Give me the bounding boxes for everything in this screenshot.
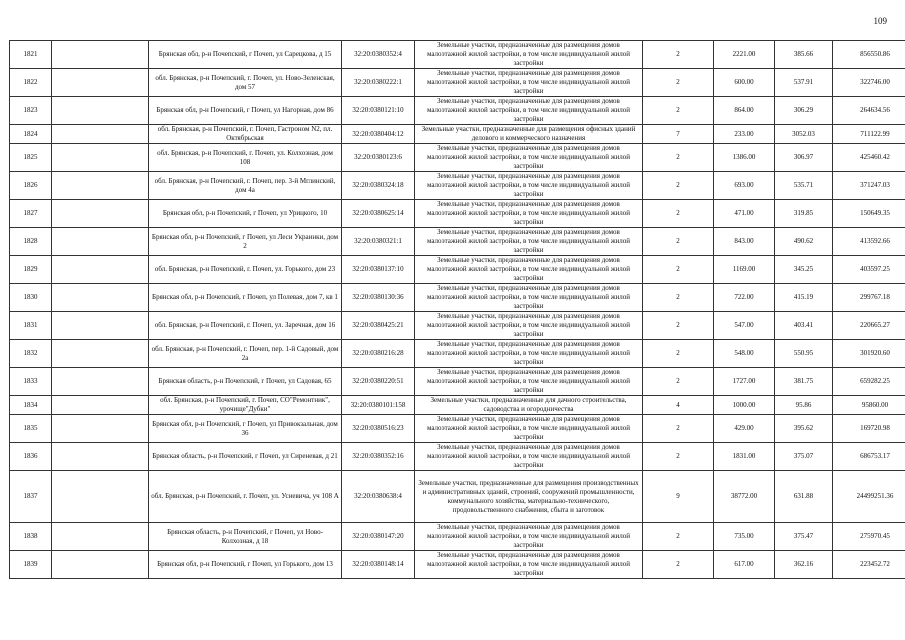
address-cell: обл. Брянская, р-н Почепский, г. Почеп, Гастроном N2, пл. Октябрьская xyxy=(149,125,342,144)
specific-value-cell: 362.16 xyxy=(775,551,833,579)
table-row xyxy=(10,97,905,125)
specific-value-cell: 385.66 xyxy=(775,41,833,69)
specific-value-cell: 3052.03 xyxy=(775,125,833,144)
land-use-cell: Земельные участки, предназначенные для размещения домов малоэтажной жилой застройки, в том числе индивидуальной жилой застройки xyxy=(415,41,643,69)
table-row xyxy=(10,443,905,471)
cadastral-value-cell: 150649.35 xyxy=(833,200,905,228)
empty-cell xyxy=(52,172,149,200)
address-cell: Брянская область, р-н Почепский, г Почеп, ул Сиреневая, д 21 xyxy=(149,443,342,471)
specific-value-cell: 550.95 xyxy=(775,340,833,368)
empty-cell xyxy=(52,41,149,69)
cadastral-number-cell: 32:20:0380352:16 xyxy=(342,443,415,471)
specific-value-cell: 306.97 xyxy=(775,144,833,172)
specific-value-cell: 415.19 xyxy=(775,284,833,312)
cadastral-value-cell: 403597.25 xyxy=(833,256,905,284)
empty-cell xyxy=(52,144,149,172)
cadastral-value-cell: 95860.00 xyxy=(833,396,905,415)
cadastral-number-cell: 32:20:0380121:10 xyxy=(342,97,415,125)
land-use-cell: Земельные участки, предназначенные для размещения домов малоэтажной жилой застройки, в том числе индивидуальной жилой застройки xyxy=(415,200,643,228)
group-cell: 2 xyxy=(643,200,714,228)
address-cell: Брянская обл, р-н Почепский, г Почеп, ул Горького, дом 13 xyxy=(149,551,342,579)
row-number-cell: 1837 xyxy=(10,471,52,523)
cadastral-number-cell: 32:20:0380222:1 xyxy=(342,69,415,97)
row-number-cell: 1826 xyxy=(10,172,52,200)
empty-cell xyxy=(52,368,149,396)
cadastral-value-cell: 169720.98 xyxy=(833,415,905,443)
row-number-cell: 1833 xyxy=(10,368,52,396)
area-cell: 548.00 xyxy=(714,340,775,368)
address-cell: Брянская обл, р-н Почепский, г Почеп, ул Урицкого, 10 xyxy=(149,200,342,228)
area-cell: 38772.00 xyxy=(714,471,775,523)
empty-cell xyxy=(52,523,149,551)
empty-cell xyxy=(52,415,149,443)
group-cell: 2 xyxy=(643,368,714,396)
empty-cell xyxy=(52,97,149,125)
group-cell: 2 xyxy=(643,415,714,443)
land-use-cell: Земельные участки, предназначенные для размещения домов малоэтажной жилой застройки, в том числе индивидуальной жилой застройки xyxy=(415,415,643,443)
cadastral-value-cell: 24499251.36 xyxy=(833,471,905,523)
area-cell: 600.00 xyxy=(714,69,775,97)
row-number-cell: 1834 xyxy=(10,396,52,415)
address-cell: Брянская обл, р-н Почепский, г Почеп, ул Нагорная, дом 86 xyxy=(149,97,342,125)
table-row xyxy=(10,69,905,97)
group-cell: 2 xyxy=(643,256,714,284)
row-number-cell: 1832 xyxy=(10,340,52,368)
table-row xyxy=(10,340,905,368)
cadastral-number-cell: 32:20:0380148:14 xyxy=(342,551,415,579)
area-cell: 1727.00 xyxy=(714,368,775,396)
land-use-cell: Земельные участки, предназначенные для размещения домов малоэтажной жилой застройки, в том числе индивидуальной жилой застройки xyxy=(415,443,643,471)
address-cell: Брянская обл, р-н Почепский, г Почеп, ул Сарецкова, д 15 xyxy=(149,41,342,69)
land-use-cell: Земельные участки, предназначенные для дачного строительства, садоводства и огородничества xyxy=(415,396,643,415)
empty-cell xyxy=(52,312,149,340)
cadastral-value-cell: 275970.45 xyxy=(833,523,905,551)
land-use-cell: Земельные участки, предназначенные для размещения домов малоэтажной жилой застройки, в том числе индивидуальной жилой застройки xyxy=(415,312,643,340)
empty-cell xyxy=(52,443,149,471)
area-cell: 843.00 xyxy=(714,228,775,256)
address-cell: Брянская область, р-н Почепский, г Почеп, ул Ново-Колхозная, д 18 xyxy=(149,523,342,551)
address-cell: обл. Брянская, р-н Почепский, г. Почеп, пер. 3-й Мглинский, дом 4а xyxy=(149,172,342,200)
specific-value-cell: 306.29 xyxy=(775,97,833,125)
cadastral-number-cell: 32:20:0380220:51 xyxy=(342,368,415,396)
table-row xyxy=(10,396,905,415)
address-cell: Брянская область, р-н Почепский, г Почеп, ул Садовая, 65 xyxy=(149,368,342,396)
specific-value-cell: 381.75 xyxy=(775,368,833,396)
group-cell: 2 xyxy=(643,551,714,579)
land-use-cell: Земельные участки, предназначенные для размещения домов малоэтажной жилой застройки, в том числе индивидуальной жилой застройки xyxy=(415,551,643,579)
group-cell: 2 xyxy=(643,340,714,368)
group-cell: 2 xyxy=(643,97,714,125)
cadastral-value-cell: 299767.18 xyxy=(833,284,905,312)
row-number-cell: 1821 xyxy=(10,41,52,69)
row-number-cell: 1831 xyxy=(10,312,52,340)
empty-cell xyxy=(52,340,149,368)
row-number-cell: 1823 xyxy=(10,97,52,125)
address-cell: Брянская обл, р-н Почепский, г Почеп, ул Леси Украинки, дом 2 xyxy=(149,228,342,256)
row-number-cell: 1825 xyxy=(10,144,52,172)
land-use-cell: Земельные участки, предназначенные для размещения домов малоэтажной жилой застройки, в том числе индивидуальной жилой застройки xyxy=(415,340,643,368)
specific-value-cell: 537.91 xyxy=(775,69,833,97)
cadastral-value-cell: 413592.66 xyxy=(833,228,905,256)
area-cell: 1831.00 xyxy=(714,443,775,471)
cadastral-number-cell: 32:20:0380638:4 xyxy=(342,471,415,523)
area-cell: 1386.00 xyxy=(714,144,775,172)
empty-cell xyxy=(52,256,149,284)
cadastral-number-cell: 32:20:0380101:158 xyxy=(342,396,415,415)
specific-value-cell: 319.85 xyxy=(775,200,833,228)
group-cell: 4 xyxy=(643,396,714,415)
cadastral-number-cell: 32:20:0380324:18 xyxy=(342,172,415,200)
group-cell: 2 xyxy=(643,69,714,97)
table-row xyxy=(10,172,905,200)
cadastral-value-cell: 659282.25 xyxy=(833,368,905,396)
empty-cell xyxy=(52,200,149,228)
table-row xyxy=(10,228,905,256)
table-row xyxy=(10,200,905,228)
empty-cell xyxy=(52,228,149,256)
group-cell: 2 xyxy=(643,284,714,312)
table-row xyxy=(10,368,905,396)
area-cell: 722.00 xyxy=(714,284,775,312)
address-cell: обл. Брянская, р-н Почепский, г. Почеп, ул. Колхозная, дом 108 xyxy=(149,144,342,172)
row-number-cell: 1830 xyxy=(10,284,52,312)
cadastral-value-cell: 322746.00 xyxy=(833,69,905,97)
area-cell: 735.00 xyxy=(714,523,775,551)
specific-value-cell: 535.71 xyxy=(775,172,833,200)
cadastral-value-cell: 856550.86 xyxy=(833,41,905,69)
area-cell: 693.00 xyxy=(714,172,775,200)
area-cell: 864.00 xyxy=(714,97,775,125)
row-number-cell: 1824 xyxy=(10,125,52,144)
table-row xyxy=(10,523,905,551)
land-use-cell: Земельные участки, предназначенные для размещения домов малоэтажной жилой застройки, в том числе индивидуальной жилой застройки xyxy=(415,69,643,97)
cadastral-number-cell: 32:20:0380123:6 xyxy=(342,144,415,172)
table-row xyxy=(10,256,905,284)
group-cell: 7 xyxy=(643,125,714,144)
address-cell: обл. Брянская, р-н Почепский, г. Почеп, СО"Ремонтник", урочище"Дубки" xyxy=(149,396,342,415)
empty-cell xyxy=(52,471,149,523)
address-cell: обл. Брянская, р-н Почепский, г. Почеп, ул. Горького, дом 23 xyxy=(149,256,342,284)
land-use-cell: Земельные участки, предназначенные для размещения домов малоэтажной жилой застройки, в том числе индивидуальной жилой застройки xyxy=(415,97,643,125)
area-cell: 547.00 xyxy=(714,312,775,340)
cadastral-number-cell: 32:20:0380147:20 xyxy=(342,523,415,551)
group-cell: 2 xyxy=(643,312,714,340)
row-number-cell: 1839 xyxy=(10,551,52,579)
table-row xyxy=(10,144,905,172)
cadastral-number-cell: 32:20:0380425:21 xyxy=(342,312,415,340)
cadastral-number-cell: 32:20:0380625:14 xyxy=(342,200,415,228)
cadastral-value-cell: 264634.56 xyxy=(833,97,905,125)
table-row xyxy=(10,41,905,69)
row-number-cell: 1838 xyxy=(10,523,52,551)
specific-value-cell: 403.41 xyxy=(775,312,833,340)
address-cell: обл. Брянская, р-н Почепский, г. Почеп, ул. Ново-Зеленская, дом 57 xyxy=(149,69,342,97)
cadastral-number-cell: 32:20:0380404:12 xyxy=(342,125,415,144)
empty-cell xyxy=(52,396,149,415)
land-use-cell: Земельные участки, предназначенные для размещения домов малоэтажной жилой застройки, в том числе индивидуальной жилой застройки xyxy=(415,284,643,312)
empty-cell xyxy=(52,284,149,312)
land-use-cell: Земельные участки, предназначенные для размещения домов малоэтажной жилой застройки, в том числе индивидуальной жилой застройки xyxy=(415,172,643,200)
address-cell: обл. Брянская, р-н Почепский, г. Почеп, ул. Усиевича, уч 108 А xyxy=(149,471,342,523)
cadastral-value-cell: 301920.60 xyxy=(833,340,905,368)
address-cell: обл. Брянская, р-н Почепский, г. Почеп, пер. 1-й Садовый, дом 2а xyxy=(149,340,342,368)
land-use-cell: Земельные участки, предназначенные для размещения домов малоэтажной жилой застройки, в том числе индивидуальной жилой застройки xyxy=(415,144,643,172)
cadastral-value-table xyxy=(9,40,905,579)
specific-value-cell: 345.25 xyxy=(775,256,833,284)
cadastral-number-cell: 32:20:0380321:1 xyxy=(342,228,415,256)
area-cell: 471.00 xyxy=(714,200,775,228)
row-number-cell: 1828 xyxy=(10,228,52,256)
specific-value-cell: 490.62 xyxy=(775,228,833,256)
address-cell: Брянская обл, р-н Почепский, г Почеп, ул Привокзальная, дом 36 xyxy=(149,415,342,443)
row-number-cell: 1827 xyxy=(10,200,52,228)
row-number-cell: 1829 xyxy=(10,256,52,284)
specific-value-cell: 631.88 xyxy=(775,471,833,523)
empty-cell xyxy=(52,551,149,579)
cadastral-number-cell: 32:20:0380516:23 xyxy=(342,415,415,443)
empty-cell xyxy=(52,125,149,144)
cadastral-value-cell: 371247.03 xyxy=(833,172,905,200)
cadastral-value-cell: 223452.72 xyxy=(833,551,905,579)
group-cell: 2 xyxy=(643,523,714,551)
table-row xyxy=(10,471,905,523)
land-use-cell: Земельные участки, предназначенные для размещения домов малоэтажной жилой застройки, в том числе индивидуальной жилой застройки xyxy=(415,228,643,256)
row-number-cell: 1835 xyxy=(10,415,52,443)
area-cell: 233.00 xyxy=(714,125,775,144)
cadastral-number-cell: 32:20:0380130:36 xyxy=(342,284,415,312)
table-row xyxy=(10,551,905,579)
area-cell: 429.00 xyxy=(714,415,775,443)
page-number: 109 xyxy=(873,16,887,26)
cadastral-value-cell: 425460.42 xyxy=(833,144,905,172)
area-cell: 1169.00 xyxy=(714,256,775,284)
group-cell: 2 xyxy=(643,144,714,172)
cadastral-value-cell: 686753.17 xyxy=(833,443,905,471)
specific-value-cell: 395.62 xyxy=(775,415,833,443)
group-cell: 2 xyxy=(643,172,714,200)
empty-cell xyxy=(52,69,149,97)
group-cell: 2 xyxy=(643,41,714,69)
table-row xyxy=(10,125,905,144)
row-number-cell: 1822 xyxy=(10,69,52,97)
cadastral-number-cell: 32:20:0380137:10 xyxy=(342,256,415,284)
specific-value-cell: 375.47 xyxy=(775,523,833,551)
row-number-cell: 1836 xyxy=(10,443,52,471)
group-cell: 2 xyxy=(643,443,714,471)
address-cell: обл. Брянская, р-н Почепский, г. Почеп, ул. Заречная, дом 16 xyxy=(149,312,342,340)
area-cell: 2221.00 xyxy=(714,41,775,69)
address-cell: Брянская обл, р-н Почепский, г Почеп, ул Полевая, дом 7, кв 1 xyxy=(149,284,342,312)
group-cell: 9 xyxy=(643,471,714,523)
cadastral-number-cell: 32:20:0380216:28 xyxy=(342,340,415,368)
table-row xyxy=(10,284,905,312)
specific-value-cell: 375.07 xyxy=(775,443,833,471)
land-use-cell: Земельные участки, предназначенные для размещения домов малоэтажной жилой застройки, в том числе индивидуальной жилой застройки xyxy=(415,256,643,284)
cadastral-value-cell: 220665.27 xyxy=(833,312,905,340)
land-use-cell: Земельные участки, предназначенные для размещения офисных зданий делового и коммерческого назначения xyxy=(415,125,643,144)
land-use-cell: Земельные участки, предназначенные для размещения домов малоэтажной жилой застройки, в том числе индивидуальной жилой застройки xyxy=(415,368,643,396)
specific-value-cell: 95.86 xyxy=(775,396,833,415)
area-cell: 1000.00 xyxy=(714,396,775,415)
cadastral-value-cell: 711122.99 xyxy=(833,125,905,144)
land-use-cell: Земельные участки, предназначенные для размещения домов малоэтажной жилой застройки, в том числе индивидуальной жилой застройки xyxy=(415,523,643,551)
cadastral-number-cell: 32:20:0380352:4 xyxy=(342,41,415,69)
table-row xyxy=(10,312,905,340)
area-cell: 617.00 xyxy=(714,551,775,579)
land-use-cell: Земельные участки, предназначенные для размещения производственных и административных зданий, строений, сооружений промышленности, коммунального хозяйства, материально-технического, продовольственного снабжения, сбыта и заготовок xyxy=(415,471,643,523)
group-cell: 2 xyxy=(643,228,714,256)
table-row xyxy=(10,415,905,443)
